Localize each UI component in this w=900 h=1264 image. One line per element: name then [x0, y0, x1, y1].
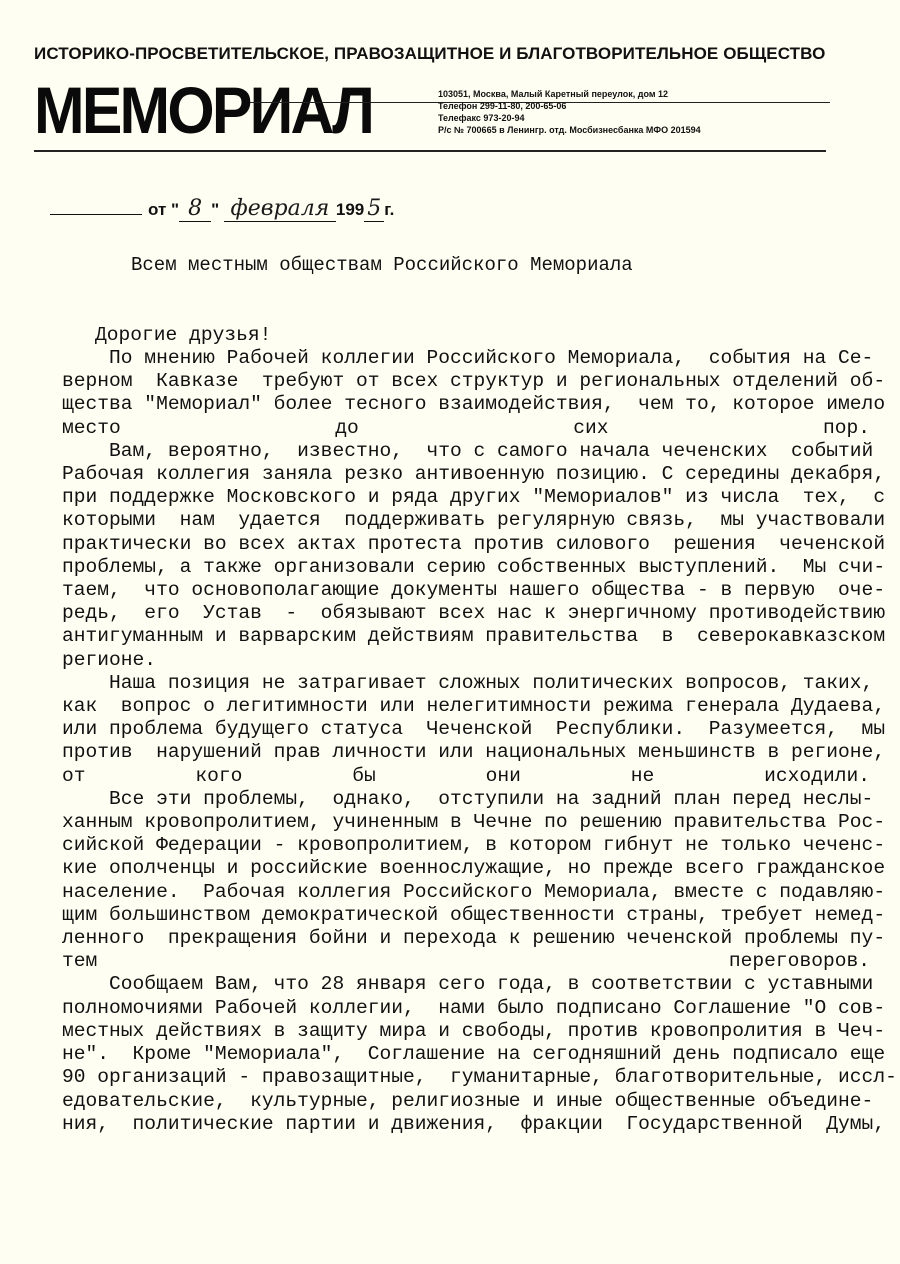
organization-name: ИСТОРИКО-ПРОСВЕТИТЕЛЬСКОЕ, ПРАВОЗАЩИТНОЕ И БЛАГОТВОРИТЕЛЬНОЕ ОБЩЕСТВО	[34, 44, 826, 63]
letter-line: тем переговоров.	[62, 950, 870, 973]
letter-line: Все эти проблемы, однако, отступили на задний план перед неслы-	[62, 787, 874, 810]
letter-line: которыми нам удается поддерживать регулярную связь, мы участвовали	[62, 509, 886, 532]
handwritten-year-digit: 5	[364, 196, 384, 222]
letter-line: Вам, вероятно, известно, что с самого начала чеченских событий	[62, 439, 874, 462]
letter-line: верном Кавказе требуют от всех структур и региональных отделений об-	[62, 370, 886, 393]
letter-line: антигуманным и варварским действиям правительства в северокавказском	[62, 625, 886, 648]
handwritten-day: 8	[179, 196, 211, 222]
letter-line: По мнению Рабочей коллегии Российского Мемориала, события на Се-	[62, 347, 874, 369]
letter-line: Сообщаем Вам, что 28 января сего года, в соответствии с уставными	[62, 973, 874, 996]
recipient-line: Всем местным обществам Российского Мемориала	[131, 254, 633, 276]
memorial-logo: МЕМОРИАЛ	[34, 73, 373, 147]
letter-line: проблемы, а также организовали серию собственных выступлений. Мы счи-	[62, 555, 886, 578]
date-line: от " 8 " февраля 199 5 г.	[50, 196, 394, 222]
letter-line: сийской Федерации - кровопролитием, в котором гибнут не только чеченс-	[62, 834, 886, 857]
contact-fax: Телефакс 973-20-94	[438, 113, 525, 123]
letter-line: место до сих пор.	[62, 416, 870, 439]
contact-bank-account: Р/с № 700665 в Ленингр. отд. Мосбизнесбанка МФО 201594	[438, 125, 701, 135]
letter-body	[62, 347, 897, 1136]
letter-line: таем, что основополагающие документы нашего общества - в первую оче-	[62, 579, 886, 602]
letter-line: редь, его Устав - обязывают всех нас к энергичному противодействию	[62, 602, 886, 625]
letter-line: полномочиями Рабочей коллегии, нами было подписано Соглашение "О сов-	[62, 996, 886, 1019]
year-suffix: г.	[384, 200, 395, 219]
letterhead-rule-bottom	[34, 150, 826, 152]
letter-line: при поддержке Московского и ряда других "Мемориалов" из числа тех, с	[62, 486, 886, 509]
letter-line: не". Кроме "Мемориала", Соглашение на сегодняшний день подписало еще	[62, 1043, 886, 1066]
date-prefix: от	[148, 200, 167, 219]
letter-line: щества "Мемориал" более тесного взаимодействия, чем то, которое имело	[62, 393, 886, 416]
letter-line: местных действиях в защиту мира и свободы, против кровопролития в Чеч-	[62, 1019, 886, 1042]
handwritten-month: февраля	[224, 196, 336, 222]
letter-line: Наша позиция не затрагивает сложных политических вопросов, таких,	[62, 671, 874, 694]
letter-line: кие ополченцы и российские военнослужащие, но прежде всего гражданское	[62, 857, 886, 880]
letter-line: 90 организаций - правозащитные, гуманитарные, благотворительные, иссл-	[62, 1066, 897, 1089]
letter-line: регионе.	[62, 648, 157, 671]
letter-line: ния, политические партии и движения, фракции Государственной Думы,	[62, 1112, 886, 1135]
letter-line: практически во всех актах протеста против силового решения чеченской	[62, 532, 886, 555]
letter-line: ханным кровопролитием, учиненным в Чечне по решению правительства Рос-	[62, 811, 886, 834]
contact-address: 103051, Москва, Малый Каретный переулок, дом 12	[438, 89, 669, 99]
letter-line: ленного прекращения бойни и перехода к решению чеченской проблемы пу-	[62, 927, 886, 950]
letter-line: население. Рабочая коллегия Российского Мемориала, вместе с подавляю-	[62, 880, 886, 903]
letter-line: как вопрос о легитимности или нелегитимности режима генерала Дудаева,	[62, 695, 886, 718]
letter-line: щим большинством демократической общественности страны, требует немед-	[62, 903, 886, 926]
salutation: Дорогие друзья!	[95, 324, 272, 346]
letter-line: от кого бы они не исходили.	[62, 764, 870, 787]
contact-phone: Телефон 299-11-80, 200-65-06	[438, 101, 567, 111]
year-prefix: 199	[335, 200, 365, 219]
letter-line: едовательские, культурные, религиозные и иные общественные объедине-	[62, 1089, 874, 1112]
letter-line: Рабочая коллегия заняла резко антивоенную позицию. С середины декабря,	[62, 463, 886, 486]
number-blank	[50, 214, 142, 215]
letter-line: или проблема будущего статуса Чеченской Республики. Разумеется, мы	[62, 718, 886, 741]
contact-details	[438, 88, 818, 136]
letter-line: против нарушений прав личности или национальных меньшинств в регионе,	[62, 741, 886, 764]
